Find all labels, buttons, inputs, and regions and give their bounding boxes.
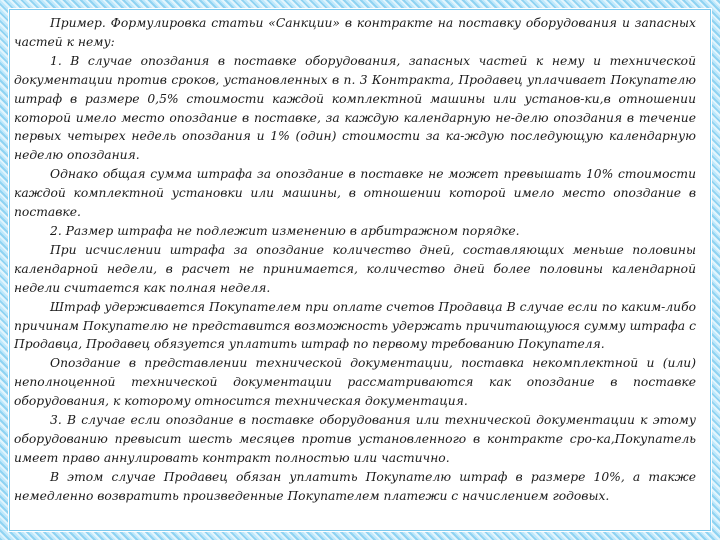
- paragraph-clause-3: 3. В случае если опоздание в поставке оборудования или технической документации к этому оборудованию превысит шесть месяцев против установленного в контракте сро-ка,Покупатель имеет право аннулировать контракт полностью или частично.: [14, 413, 696, 465]
- paragraph-refund: В этом случае Продавец обязан уплатить Покупателю штраф в размере 10%, а также немедленно возвратить произведенные Покупателем платежи с начислением годовых.: [14, 469, 696, 503]
- paragraph-clause-2: 2. Размер штрафа не подлежит изменению в арбитражном порядке.: [50, 223, 520, 238]
- paragraph-clause-1: 1. В случае опоздания в поставке оборудования, запасных частей к нему и технической документации против сроков, установленных в п. 3 Контракта, Продавец уплачивает Покупателю штраф в размере 0,5% стоимости каждой комплектной машины или установ-ки,в отношении которой имело место опоздание в поставке, за каждую календарную не-делю опоздания в течение первых четырех недель опоздания и 1% (один) стоимости за ка-ждую последующую календарную неделю опоздания.: [14, 53, 696, 163]
- paragraph-documentation-delay: Опоздание в представлении технической документации, поставка некомплектной и (или) неполноценной технической документации рассматриваются как опоздание в поставке оборудования, к которому относится техническая документация.: [14, 356, 696, 409]
- paragraph-penalty-cap: Однако общая сумма штрафа за опоздание в поставке не может превышать 10% стоимости каждой комплектной установки или машины, в отношении которой имело место опоздание в поставке.: [14, 167, 696, 220]
- document-text: [14, 14, 696, 506]
- paragraph-day-count: При исчислении штрафа за опоздание количество дней, составляющих меньше половины календарной недели, в расчет не принимается, количество дней более половины календарной недели считается как полная неделя.: [14, 242, 696, 295]
- paragraph-intro: Пример. Формулировка статьи «Санкции» в контракте на поставку оборудования и запасных частей к нему:: [14, 16, 696, 49]
- paragraph-withholding: Штраф удерживается Покупателем при оплате счетов Продавца В случае если по каким-либо причинам Покупателю не представится возможность удержать причитающуюся сумму штрафа с Продавца, Продавец обязуется уплатить штраф по первому требованию Покупателя.: [14, 299, 696, 352]
